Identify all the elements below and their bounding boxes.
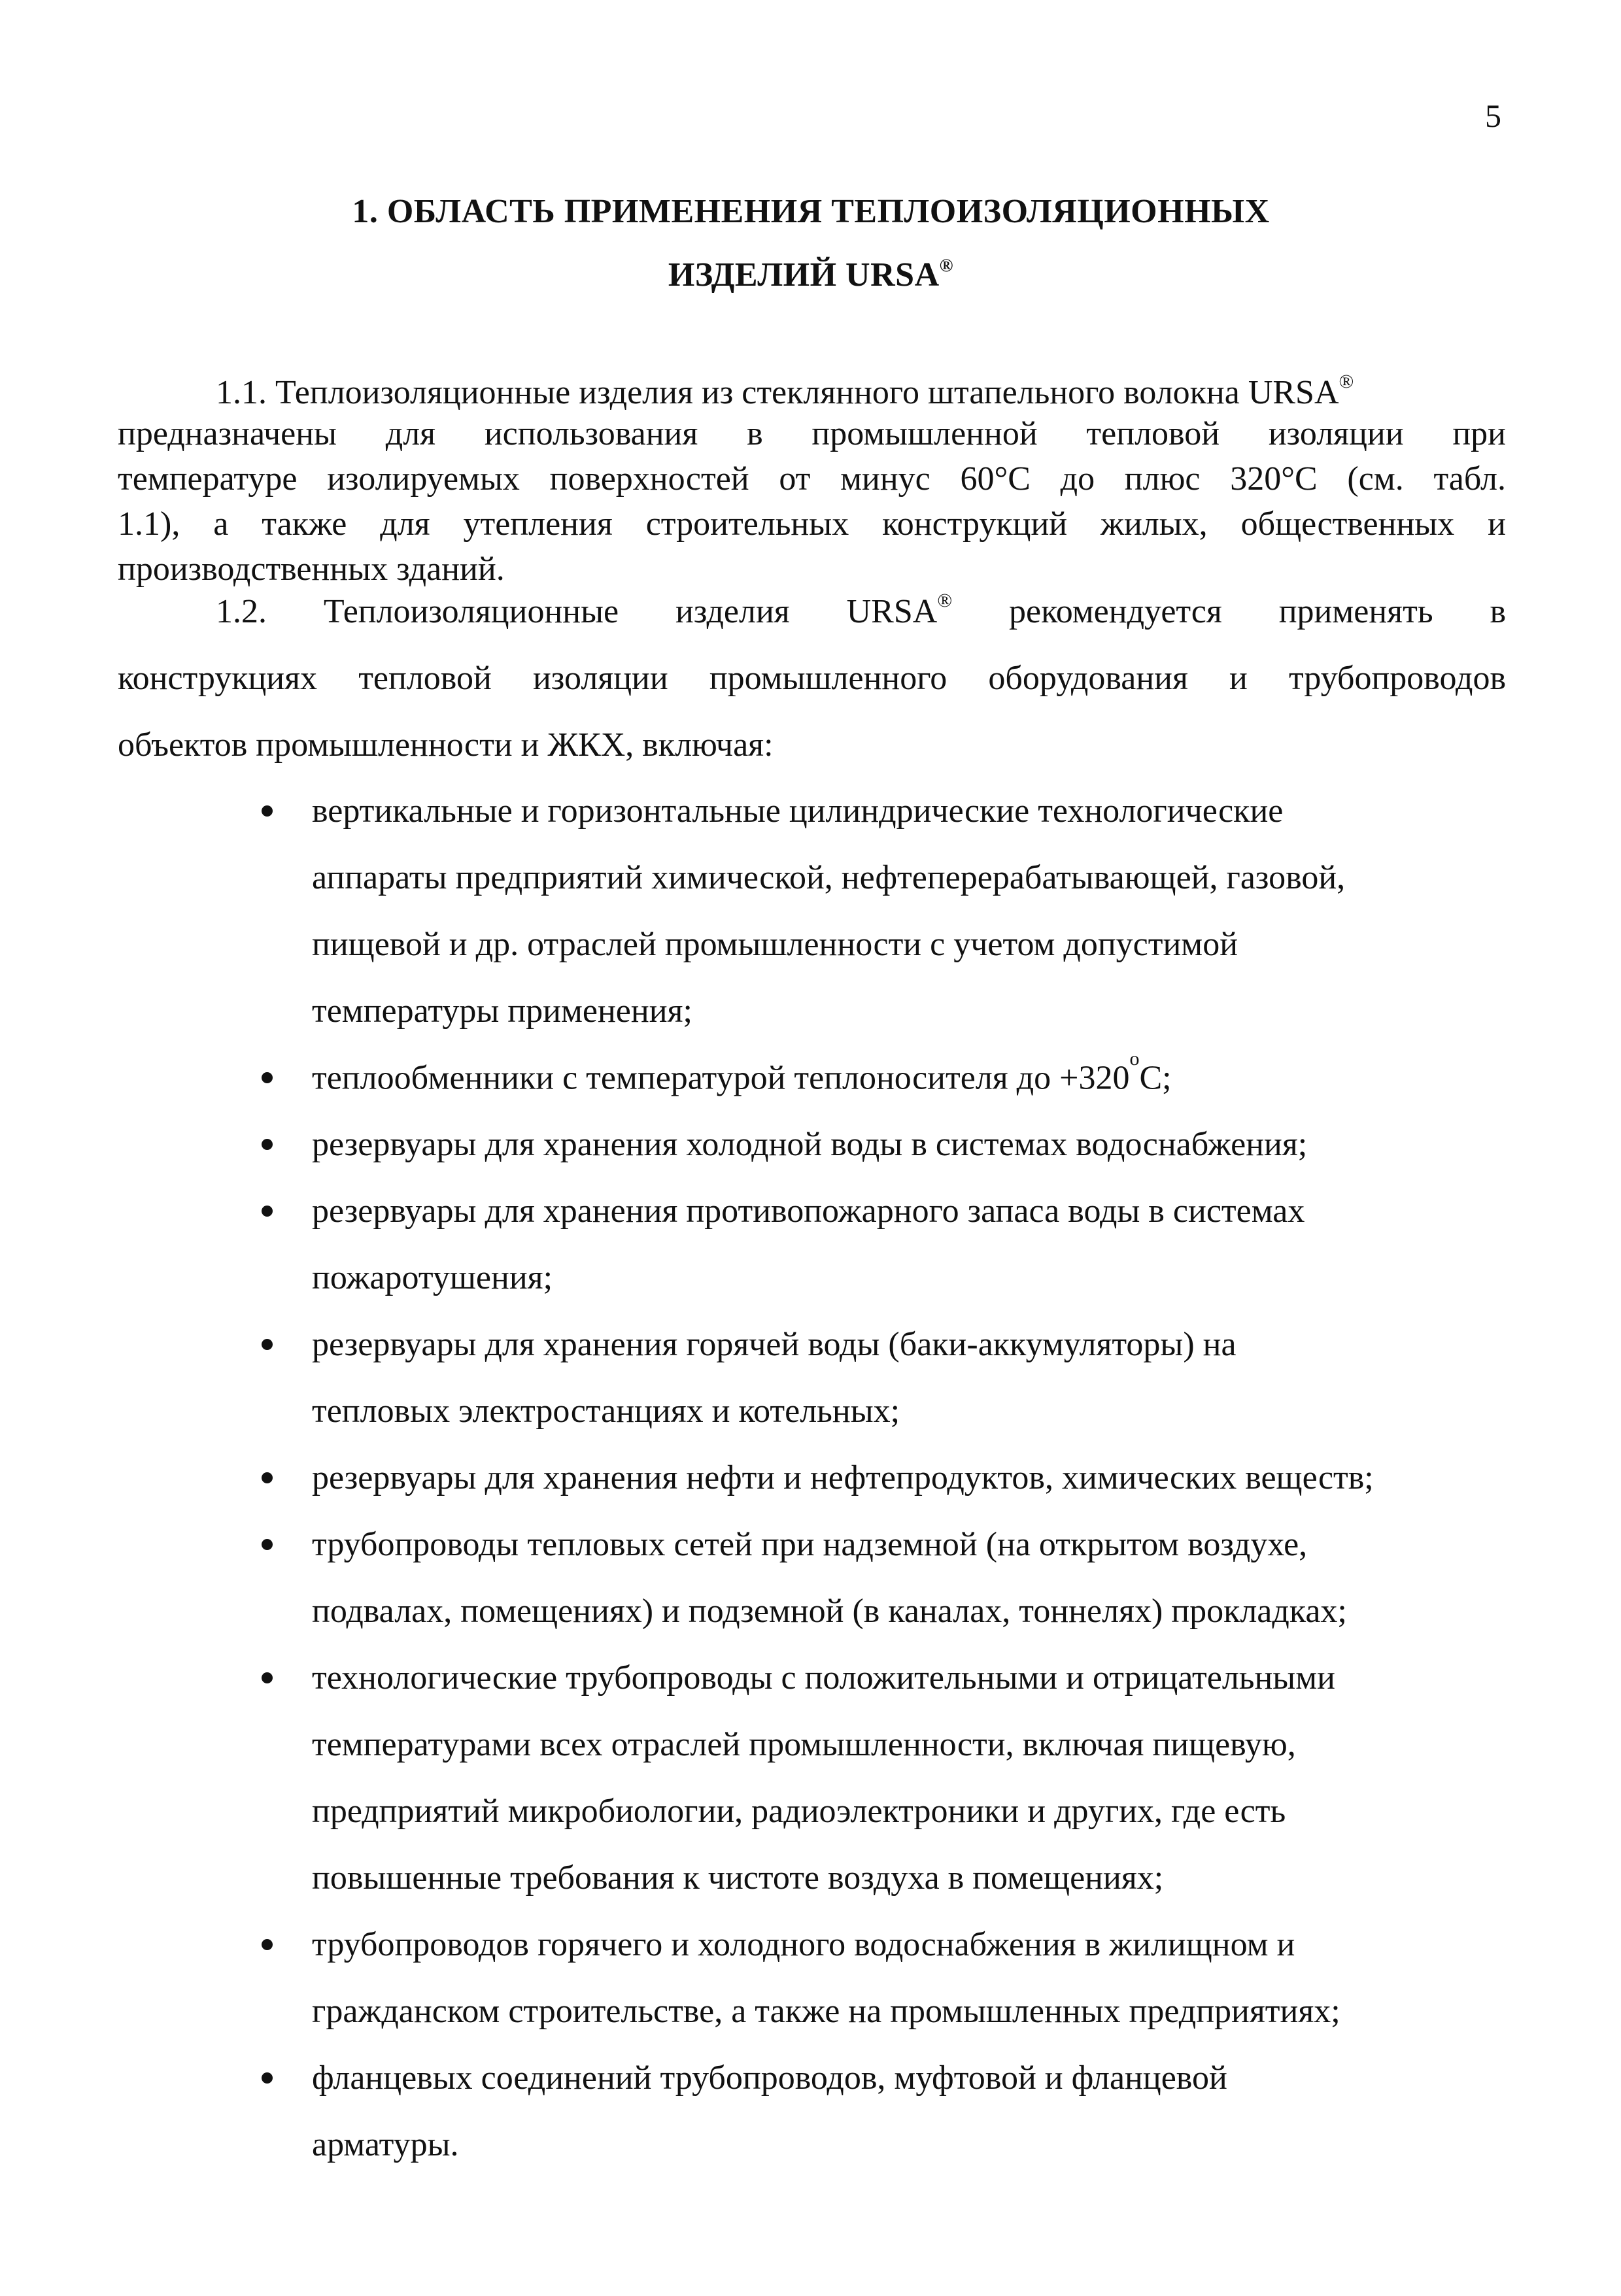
- list-item-line: трубопроводы тепловых сетей при надземной (на открытом воздухе,: [312, 1526, 1308, 1563]
- list-item-line: пожаротушения;: [312, 1259, 553, 1296]
- list-item-line: тепловых электростанциях и котельных;: [312, 1393, 900, 1430]
- paragraph-1-1-line-2: предназначены для использования в промышленной тепловой изоляции при: [118, 415, 1506, 452]
- list-item-line: теплообменники с температурой теплоносителя до $+320^оС$;: [312, 1048, 1172, 1097]
- list-item-line: резервуары для хранения холодной воды в системах водоснабжения;: [312, 1126, 1308, 1163]
- degree-superscript: о: [1129, 1048, 1140, 1070]
- list-item-line: вертикальные и горизонтальные цилиндрические технологические: [312, 792, 1284, 830]
- page-number: 5: [1485, 97, 1501, 134]
- list-item-line: повышенные требования к чистоте воздуха в помещениях;: [312, 1859, 1164, 1897]
- paragraph-1-2-line-2: конструкциях тепловой изоляции промышленного оборудования и трубопроводов: [118, 660, 1506, 697]
- list-item-line: пищевой и др. отраслей промышленности с учетом допустимой: [312, 926, 1238, 963]
- list-item-line: резервуары для хранения нефти и нефтепродуктов, химических веществ;: [312, 1459, 1374, 1496]
- bullet-icon: [262, 805, 273, 817]
- bullet-icon: [262, 1206, 273, 1217]
- bullet-icon: [262, 1072, 273, 1083]
- paragraph-1-1-line-5: производственных зданий.: [118, 550, 505, 588]
- section-heading-line-1: 1. ОБЛАСТЬ ПРИМЕНЕНИЯ ТЕПЛОИЗОЛЯЦИОННЫХ: [352, 193, 1270, 230]
- list-item-line: трубопроводов горячего и холодного водоснабжения в жилищном и: [312, 1926, 1295, 1963]
- list-item-line: фланцевых соединений трубопроводов, муфтовой и фланцевой: [312, 2059, 1227, 2097]
- bullet-icon: [262, 1672, 273, 1683]
- list-item-line: аппараты предприятий химической, нефтеперерабатывающей, газовой,: [312, 859, 1346, 896]
- section-heading-text: ИЗДЕЛИЙ URSA: [668, 256, 940, 294]
- paragraph-1-1-line-3: температуре изолируемых поверхностей от минус 60°С до плюс 320°С (см. табл.: [118, 460, 1506, 498]
- paragraph-1-1-line-1: 1.1. Теплоизоляционные изделия из стеклянного штапельного волокна URSA®: [216, 371, 1354, 411]
- bullet-icon: [262, 1139, 273, 1150]
- bullet-icon: [262, 1939, 273, 1950]
- bullet-icon: [262, 1472, 273, 1483]
- bullet-icon: [262, 1339, 273, 1350]
- registered-trademark-mark: ®: [939, 255, 954, 276]
- bullet-icon: [262, 2072, 273, 2084]
- list-item-line: гражданском строительстве, а также на промышленных предприятиях;: [312, 1993, 1340, 2030]
- paragraph-1-1-line-4: 1.1), а также для утепления строительных конструкций жилых, общественных и: [118, 505, 1506, 543]
- list-item-line: подвалах, помещениях) и подземной (в каналах, тоннелях) прокладках;: [312, 1593, 1347, 1630]
- list-item-line: арматуры.: [312, 2126, 459, 2163]
- list-item-line: технологические трубопроводы с положительными и отрицательными: [312, 1659, 1335, 1697]
- registered-trademark-mark: ®: [1339, 371, 1354, 392]
- paragraph-1-2-line-1: 1.2. Теплоизоляционные изделия URSA® рекомендуется применять в: [216, 590, 1506, 630]
- bullet-icon: [262, 1539, 273, 1550]
- list-item-line: резервуары для хранения противопожарного запаса воды в системах: [312, 1192, 1305, 1230]
- section-heading-line-2: [118, 255, 1504, 294]
- list-item-line: температуры применения;: [312, 992, 692, 1030]
- paragraph-1-2-line-3: объектов промышленности и ЖКХ, включая:: [118, 726, 774, 764]
- list-item-line: предприятий микробиологии, радиоэлектроники и других, где есть: [312, 1793, 1286, 1830]
- registered-trademark-mark: ®: [937, 590, 953, 611]
- list-item-line: резервуары для хранения горячей воды (баки-аккумуляторы) на: [312, 1326, 1237, 1363]
- list-item-line: температурами всех отраслей промышленности, включая пищевую,: [312, 1726, 1296, 1763]
